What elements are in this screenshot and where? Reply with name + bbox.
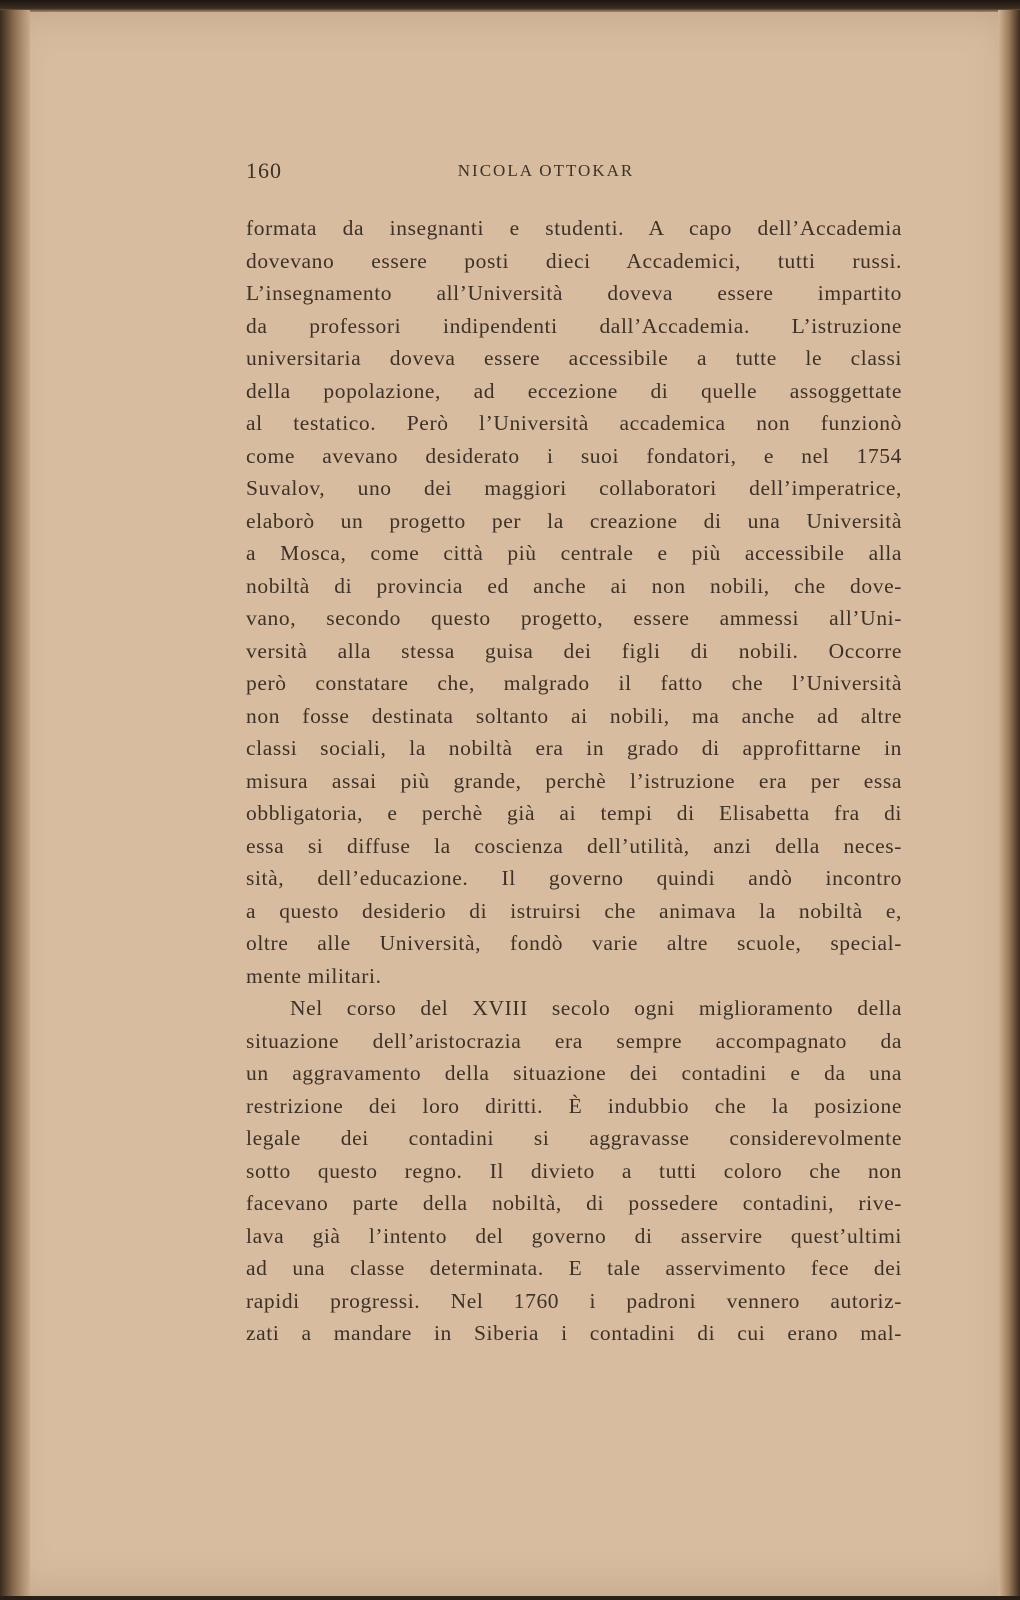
text-line: a questo desiderio di istruirsi che animava la nobiltà e, — [246, 898, 902, 923]
text-line: facevano parte della nobiltà, di possedere contadini, rive- — [246, 1191, 902, 1215]
text-line: al testatico. Però l’Università accademica non funzionò — [246, 411, 902, 435]
text-line: a Mosca, come città più centrale e più accessibile alla — [246, 541, 902, 565]
text-line: Nel corso del XVIII secolo ogni miglioramento della — [290, 996, 902, 1020]
text-line: elaborò un progetto per la creazione di una Università — [246, 508, 902, 533]
text-line: mente militari. — [246, 963, 382, 988]
text-line: vano, secondo questo progetto, essere ammessi all’Uni- — [246, 606, 902, 630]
text-line: misura assai più grande, perchè l’istruzione era per essa — [246, 768, 902, 793]
text-line: obbligatoria, e perchè già ai tempi di Elisabetta fra di — [246, 801, 902, 825]
text-line: oltre alle Università, fondò varie altre scuole, special- — [246, 931, 902, 955]
text-line: zati a mandare in Siberia i contadini di cui erano mal- — [246, 1321, 902, 1345]
running-title: NICOLA OTTOKAR — [457, 161, 635, 180]
text-line: situazione dell’aristocrazia era sempre accompagnato da — [246, 1028, 902, 1053]
text-line: lava già l’intento del governo di asservire quest’ultimi — [246, 1223, 902, 1248]
text-line: un aggravamento della situazione dei contadini e da una — [246, 1061, 902, 1085]
page-left-edge — [0, 10, 30, 1596]
running-header — [246, 158, 902, 188]
text-line: Suvalov, uno dei maggiori collaboratori dell’imperatrice, — [246, 476, 902, 500]
text-line: sotto questo regno. Il divieto a tutti coloro che non — [246, 1158, 902, 1183]
text-line: della popolazione, ad eccezione di quelle assoggettate — [246, 378, 902, 403]
text-line: versità alla stessa guisa dei figli di nobili. Occorre — [246, 638, 902, 663]
text-line: classi sociali, la nobiltà era in grado di approfittarne in — [246, 736, 902, 760]
text-line: però constatare che, malgrado il fatto che l’Università — [246, 671, 902, 695]
text-line: legale dei contadini si aggravasse considerevolmente — [246, 1126, 902, 1150]
text-line: rapidi progressi. Nel 1760 i padroni vennero autoriz- — [246, 1288, 902, 1313]
text-line: da professori indipendenti dall’Accademia. L’istruzione — [246, 313, 902, 338]
text-line: non fosse destinata soltanto ai nobili, ma anche ad altre — [246, 703, 902, 728]
text-line: essa si diffuse la coscienza dell’utilità, anzi della neces- — [246, 833, 902, 858]
text-line: universitaria doveva essere accessibile a tutte le classi — [246, 346, 902, 370]
page-top-edge — [0, 0, 1020, 12]
text-line: sità, dell’educazione. Il governo quindi andò incontro — [246, 866, 902, 890]
text-line: ad una classe determinata. E tale asservimento fece dei — [246, 1256, 902, 1280]
text-line: nobiltà di provincia ed anche ai non nobili, che dove- — [246, 573, 902, 598]
text-line: come avevano desiderato i suoi fondatori, e nel 1754 — [246, 443, 902, 468]
text-line: formata da insegnanti e studenti. A capo dell’Accademia — [246, 216, 902, 240]
text-line: restrizione dei loro diritti. È indubbio che la posizione — [246, 1093, 902, 1118]
text-line: L’insegnamento all’Università doveva essere impartito — [246, 281, 902, 305]
text-line: dovevano essere posti dieci Accademici, tutti russi. — [246, 248, 902, 273]
body-text — [246, 212, 902, 1350]
page-right-edge — [998, 10, 1020, 1596]
page-number: 160 — [246, 158, 282, 183]
